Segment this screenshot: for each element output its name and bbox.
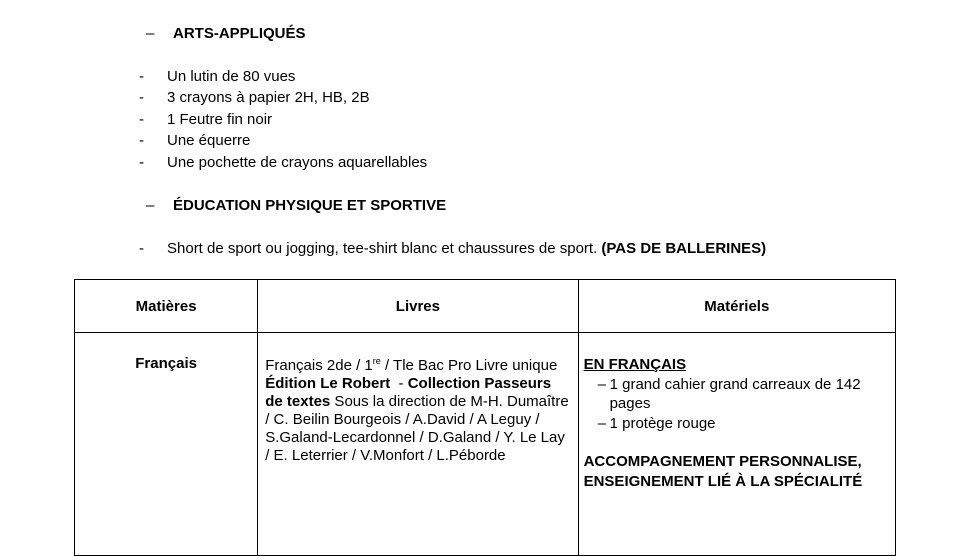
list-item: - Une équerre: [139, 132, 251, 150]
heading-text: ÉDUCATION PHYSIQUE ET SPORTIVE: [173, 197, 447, 214]
books-cell: Français 2de / 1re / Tle Bac Pro Livre unique Édition Le Robert - Collection Passeurs de textes Sous la direction de M-H. Dumaître / C. Beilin Bourgeois / A.David / A Leguy / S.Galand-Lecardonnel / D.Galand / Y. Le Lay / E. Leterrier / V.Monfort / L.Péborde: [258, 333, 578, 556]
section-heading-eps: [146, 197, 446, 214]
materials-heading: EN FRANÇAIS: [583, 356, 687, 373]
list-item: - 3 crayons à papier 2H, HB, 2B: [139, 89, 370, 107]
header-books: Livres: [258, 280, 578, 333]
supplies-table: [74, 279, 896, 556]
list-item: - Short de sport ou jogging, tee-shirt blanc et chaussures de sport. (PAS DE BALLERINES): [139, 240, 767, 257]
section-heading-arts: [146, 25, 306, 42]
subject-cell: Français: [75, 333, 258, 556]
eps-list: [139, 238, 766, 259]
materials-heading-2: ACCOMPAGNEMENT PERSONNALISE, ENSEIGNEMENT LIÉ À LA SPÉCIALITÉ: [583, 453, 863, 490]
header-subjects: Matières: [75, 280, 258, 333]
table-row: [75, 333, 896, 556]
materials-cell: [578, 333, 895, 556]
heading-text: ARTS-APPLIQUÉS: [173, 25, 306, 42]
list-item: - Un lutin de 80 vues: [139, 68, 296, 85]
heading-dash: –: [146, 25, 155, 42]
list-item: - 1 Feutre fin noir: [139, 110, 273, 128]
list-item: – 1 protège rouge: [597, 414, 716, 432]
list-item: - Une pochette de crayons aquarellables: [139, 153, 428, 171]
list-item: – 1 grand cahier grand carreaux de 142 pages: [597, 375, 861, 412]
arts-list: [139, 66, 427, 173]
heading-dash: –: [146, 197, 155, 214]
materials-list: [584, 375, 891, 434]
header-materials: Matériels: [578, 280, 895, 333]
table-header-row: [75, 280, 896, 333]
